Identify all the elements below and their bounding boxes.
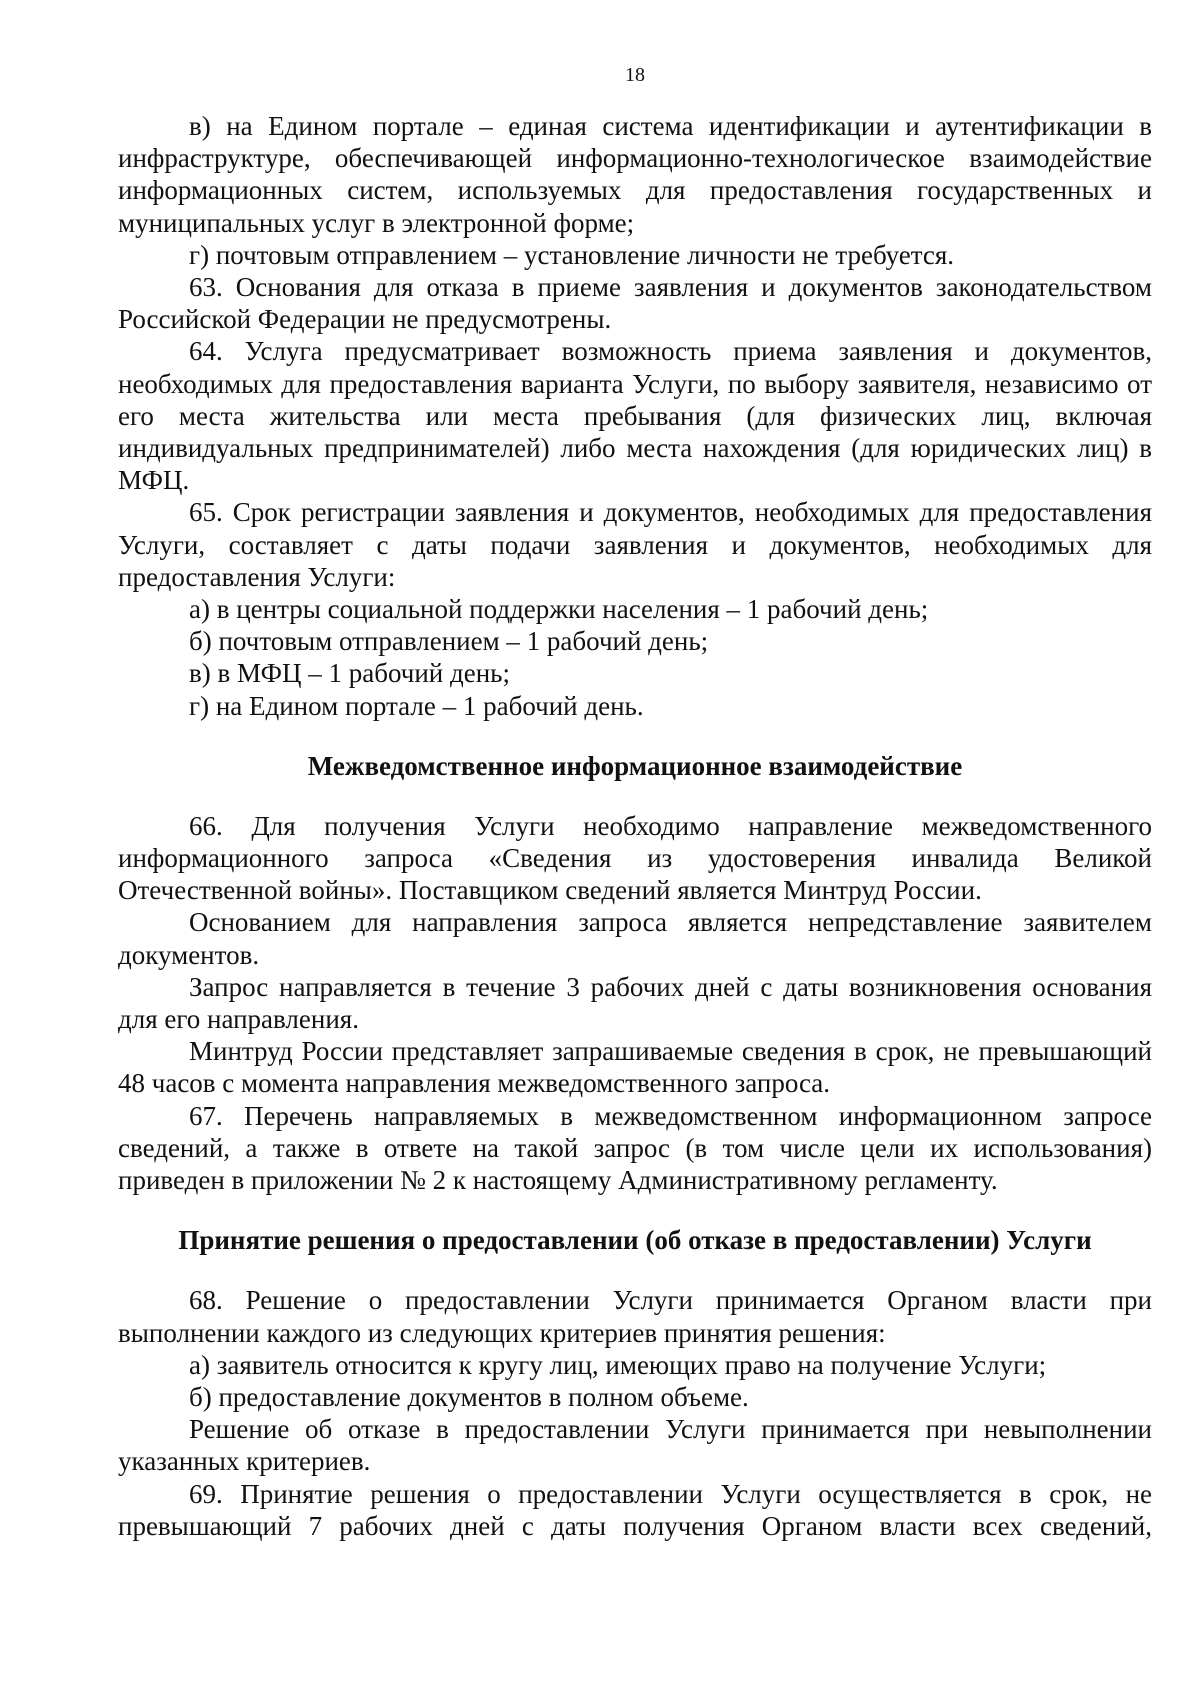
paragraph-68: 68. Решение о предоставлении Услуги принимается Органом власти при выполнении каждого из следующих критериев принятия решения:: [118, 1285, 1152, 1348]
paragraph-identification-post: г) почтовым отправлением – установление личности не требуется.: [189, 239, 955, 270]
paragraph-identification-portal: в) на Едином портале – единая система идентификации и аутентификации в инфраструктуре, обеспечивающей информационно-технологическое взаимодействие информационных систем, используемых для предоставления государственных и муниципальных услуг в электронной форме;: [118, 111, 1152, 238]
paragraph-65-v: в) в МФЦ – 1 рабочий день;: [189, 658, 510, 689]
section-heading-decision: Принятие решения о предоставлении (об отказе в предоставлении) Услуги: [178, 1225, 1092, 1256]
paragraph-68-refusal: Решение об отказе в предоставлении Услуги принимается при невыполнении указанных критериев.: [118, 1414, 1152, 1477]
paragraph-66-deadline: Запрос направляется в течение 3 рабочих дней с даты возникновения основания для его направления.: [118, 971, 1152, 1035]
paragraph-64: 64. Услуга предусматривает возможность приема заявления и документов, необходимых для предоставления варианта Услуги, по выбору заявителя, независимо от его места жительства или места пребывания (для физических лиц, включая индивидуальных предпринимателей) либо места нахождения (для юридических лиц) в МФЦ.: [118, 336, 1152, 496]
paragraph-65-b: б) почтовым отправлением – 1 рабочий день;: [189, 626, 709, 657]
paragraph-67: 67. Перечень направляемых в межведомственном информационном запросе сведений, а также в ответе на такой запрос (в том числе цели их использования) приведен в приложении № 2 к настоящему Административному регламенту.: [118, 1100, 1152, 1196]
paragraph-63: 63. Основания для отказа в приеме заявления и документов законодательством Российской Федерации не предусмотрены.: [118, 272, 1152, 335]
paragraph-65: 65. Срок регистрации заявления и документов, необходимых для предоставления Услуги, составляет с даты подачи заявления и документов, необходимых для предоставления Услуги:: [118, 497, 1152, 592]
paragraph-66-response: Минтруд России представляет запрашиваемые сведения в срок, не превышающий 48 часов с момента направления межведомственного запроса.: [118, 1036, 1152, 1099]
paragraph-68-b: б) предоставление документов в полном объеме.: [189, 1381, 749, 1412]
paragraph-66: 66. Для получения Услуги необходимо направление межведомственного информационного запроса «Сведения из удостоверения инвалида Великой Отечественной войны». Поставщиком сведений является Минтруд России.: [118, 810, 1152, 906]
paragraph-69: 69. Принятие решения о предоставлении Услуги осуществляется в срок, не превышающий 7 рабочих дней с даты получения Органом власти всех сведений,: [118, 1478, 1152, 1541]
section-heading-interagency: Межведомственное информационное взаимодействие: [307, 750, 963, 781]
paragraph-66-basis: Основанием для направления запроса является непредставление заявителем документов.: [118, 907, 1152, 970]
page-number: 18: [625, 64, 645, 86]
paragraph-65-g: г) на Едином портале – 1 рабочий день.: [189, 690, 644, 721]
paragraph-68-a: а) заявитель относится к кругу лиц, имеющих право на получение Услуги;: [189, 1349, 1047, 1380]
paragraph-65-a: а) в центры социальной поддержки населения – 1 рабочий день;: [189, 594, 929, 625]
